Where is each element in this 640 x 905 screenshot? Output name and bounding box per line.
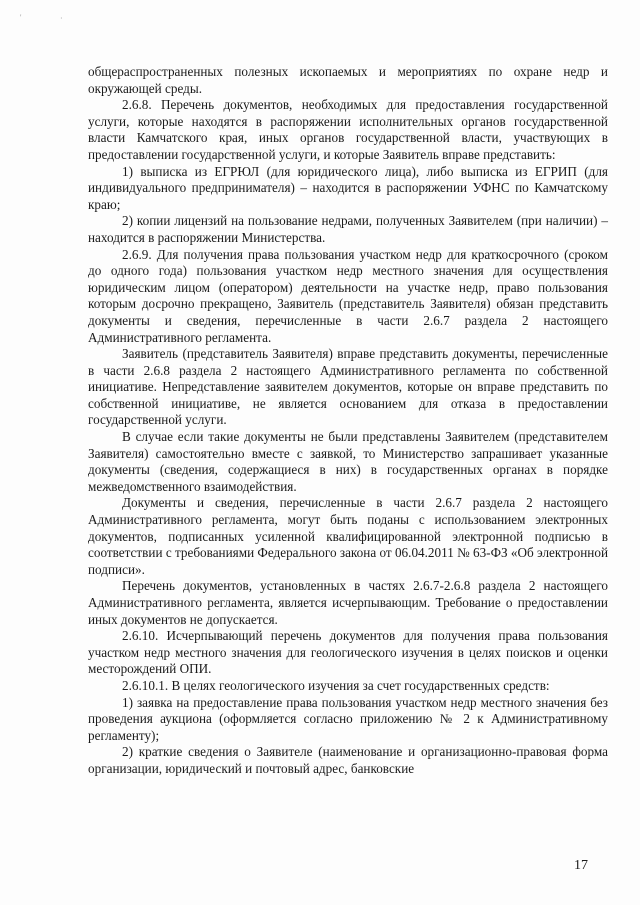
paragraph: В случае если такие документы не были представлены Заявителем (представителем Заявителя) самостоятельно вместе с заявкой, то Министерство запрашивает указанные документы (сведения, содержащиеся в них) в государственных органах в порядке межведомственного взаимодействия. bbox=[88, 429, 608, 494]
scan-speck: ' bbox=[20, 13, 22, 22]
page-number: 17 bbox=[574, 858, 588, 873]
scan-speck: · bbox=[60, 14, 63, 23]
list-item: 2) копии лицензий на пользование недрами, полученных Заявителем (при наличии) – находится в распоряжении Министерства. bbox=[88, 213, 608, 245]
paragraph-2-6-10: 2.6.10. Исчерпывающий перечень документов для получения права пользования участком недр местного значения для геологического изучения в целях поисков и оценки месторождений ОПИ. bbox=[88, 628, 608, 677]
paragraph: общераспространенных полезных ископаемых и мероприятиях по охране недр и окружающей среды. bbox=[88, 64, 608, 96]
document-body bbox=[88, 64, 608, 778]
paragraph-2-6-9: 2.6.9. Для получения права пользования участком недр для краткосрочного (сроком до одного года) пользования участком недр местного значения для осуществления юридическим лицом (оператором) деятельности на участке недр, право пользования которым досрочно прекращено, Заявитель (представитель Заявителя) обязан представить документы и сведения, перечисленные в части 2.6.7 раздела 2 настоящего Административного регламента. bbox=[88, 246, 608, 345]
list-item: 1) выписка из ЕГРЮЛ (для юридического лица), либо выписка из ЕГРИП (для индивидуального предпринимателя) – находится в распоряжении УФНС по Камчатскому краю; bbox=[88, 163, 608, 212]
paragraph-2-6-10-1: 2.6.10.1. В целях геологического изучения за счет государственных средств: bbox=[122, 677, 550, 693]
paragraph: Заявитель (представитель Заявителя) вправе представить документы, перечисленные в части 2.6.8 раздела 2 настоящего Административного регламента по собственной инициативе. Непредставление заявителем документов, которые он вправе представить по собственной инициативе, не является основанием для отказа в предоставлении государственной услуги. bbox=[88, 346, 608, 428]
paragraph: Перечень документов, установленных в частях 2.6.7-2.6.8 раздела 2 настоящего Административного регламента, является исчерпывающим. Требование о предоставлении иных документов не допускается. bbox=[88, 578, 608, 627]
paragraph-2-6-8: 2.6.8. Перечень документов, необходимых для предоставления государственной услуги, которые находятся в распоряжении исполнительных органов государственной власти Камчатского края, иных органов государственной власти, участвующих в предоставлении государственной услуги, и которые Заявитель вправе представить: bbox=[88, 97, 608, 162]
list-item: 1) заявка на предоставление права пользования участком недр местного значения без проведения аукциона (оформляется согласно приложению № 2 к Административному регламенту); bbox=[88, 694, 608, 743]
paragraph: Документы и сведения, перечисленные в части 2.6.7 раздела 2 настоящего Административного регламента, могут быть поданы с использованием электронных документов, подписанных усиленной квалифицированной электронной подписью в соответствии с требованиями Федерального закона от 06.04.2011 № 63-ФЗ «Об электронной подписи». bbox=[88, 495, 608, 577]
list-item: 2) краткие сведения о Заявителе (наименование и организационно-правовая форма организации, юридический и почтовый адрес, банковские bbox=[88, 744, 608, 776]
